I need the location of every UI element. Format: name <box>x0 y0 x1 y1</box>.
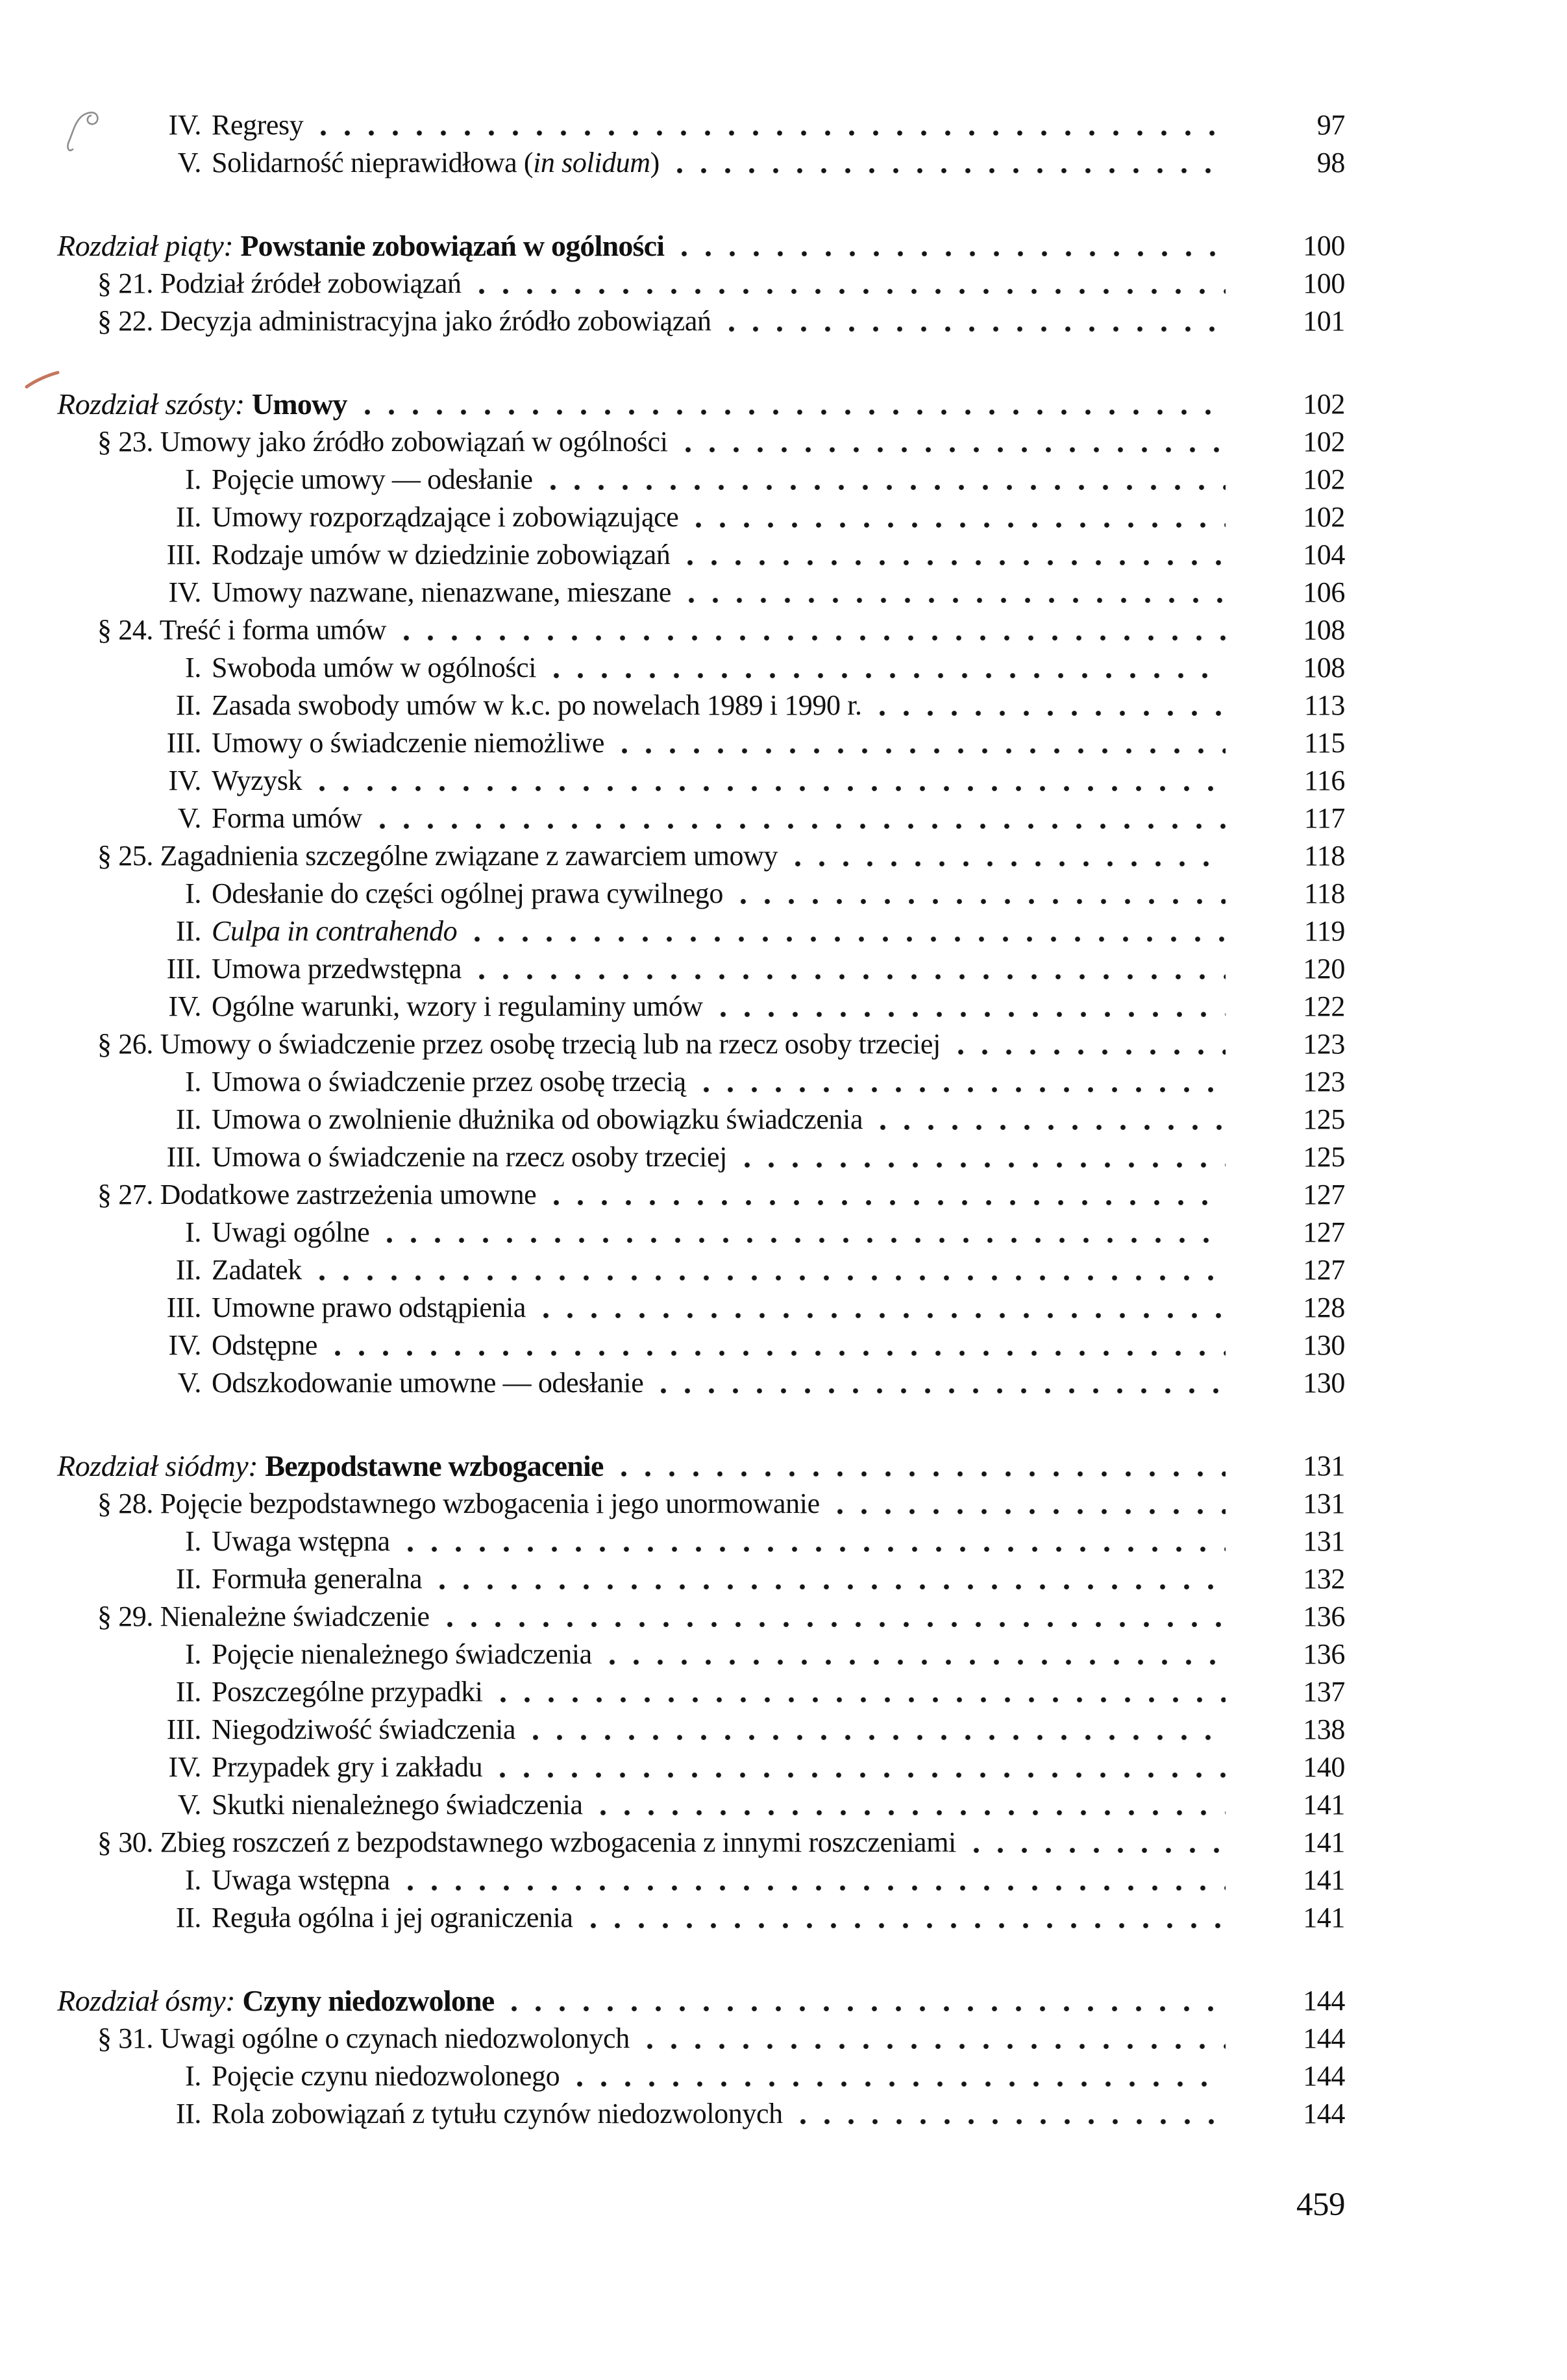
entry-label: Umowa o świadczenie na rzecz osoby trzeciej <box>212 1141 727 1173</box>
page-number: 127 <box>1303 1254 1345 1286</box>
entry-numeral: II. <box>175 1902 201 1933</box>
toc-row <box>0 649 1345 687</box>
dot-leader <box>600 1786 1226 1824</box>
entry-label: Umowa przedwstępna <box>212 953 462 985</box>
toc-row <box>0 762 1345 800</box>
page-number: 101 <box>1303 305 1345 337</box>
dot-leader <box>319 1251 1226 1289</box>
footer-page-number: 459 <box>1296 2187 1345 2223</box>
dot-leader <box>590 1899 1226 1937</box>
entry-label: Regresy <box>212 109 304 141</box>
dot-leader <box>553 1176 1226 1214</box>
entry-numeral: I. <box>185 463 201 495</box>
page-number: 117 <box>1303 802 1345 834</box>
page-number: 141 <box>1303 1864 1345 1896</box>
page-number: 120 <box>1303 953 1345 985</box>
chapter-number-label: Rozdział siódmy: <box>57 1449 265 1482</box>
entry-numeral: II. <box>175 1254 201 1286</box>
entry-label: § 26. Umowy o świadczenie przez osobę trzecią lub na rzecz osoby trzeciej <box>97 1028 941 1060</box>
toc-row <box>0 1636 1345 1673</box>
toc-row <box>0 536 1345 574</box>
toc-row <box>0 1485 1345 1523</box>
page-number: 127 <box>1303 1216 1345 1248</box>
dot-leader <box>478 265 1226 302</box>
page-number: 123 <box>1303 1028 1345 1060</box>
page-number: 102 <box>1303 426 1345 458</box>
entry-numeral: I. <box>185 1638 201 1670</box>
entry-numeral: IV. <box>168 576 201 608</box>
entry-numeral: IV. <box>168 765 201 796</box>
dot-leader <box>728 302 1226 340</box>
toc-row <box>0 1982 1345 2020</box>
entry-label: § 22. Decyzja administracyjna jako źródło zobowiązań <box>97 305 711 337</box>
entry-label: Uwaga wstępna <box>212 1525 390 1557</box>
toc-row <box>0 1523 1345 1560</box>
dot-leader <box>403 611 1226 649</box>
dot-leader <box>744 1138 1226 1176</box>
page-number: 138 <box>1303 1713 1345 1745</box>
entry-numeral: V. <box>177 147 201 178</box>
toc-row <box>0 1138 1345 1176</box>
entry-label: Pojęcie czynu niedozwolonego <box>212 2060 560 2092</box>
entry-numeral: II. <box>175 689 201 721</box>
entry-label: Pojęcie nienależnego świadczenia <box>212 1638 592 1670</box>
dot-leader <box>609 1636 1226 1673</box>
dot-leader <box>407 1523 1226 1560</box>
entry-label: Niegodziwość świadczenia <box>212 1713 516 1745</box>
toc-row <box>0 1447 1345 1485</box>
entry-numeral: III. <box>166 1141 201 1173</box>
entry-label: Swoboda umów w ogólności <box>212 652 537 683</box>
toc-row <box>0 265 1345 302</box>
dot-leader <box>703 1063 1226 1101</box>
toc-row <box>0 1101 1345 1138</box>
dot-leader <box>379 800 1226 837</box>
toc-row <box>0 1364 1345 1402</box>
toc-row <box>0 611 1345 649</box>
chapter-number-label: Rozdział piąty: <box>57 229 241 262</box>
entry-label: § 30. Zbieg roszczeń z bezpodstawnego wzbogacenia z innymi roszczeniami <box>97 1826 956 1858</box>
page-number: 131 <box>1303 1525 1345 1557</box>
dot-leader <box>320 106 1226 144</box>
chapter-title: Czyny niedozwolone <box>242 1984 495 2017</box>
page-number: 108 <box>1303 614 1345 646</box>
entry-label: § 25. Zagadnienia szczególne związane z zawarciem umowy <box>97 840 778 872</box>
page-number: 127 <box>1303 1179 1345 1210</box>
entry-numeral: V. <box>177 1789 201 1821</box>
page-number: 100 <box>1303 230 1345 262</box>
toc-row <box>0 1251 1345 1289</box>
page-number: 130 <box>1303 1329 1345 1361</box>
toc-row <box>0 687 1345 724</box>
dot-leader <box>687 536 1226 574</box>
dot-leader <box>695 498 1226 536</box>
entry-numeral: III. <box>166 1713 201 1745</box>
dot-leader <box>880 1101 1226 1138</box>
toc-row <box>0 1899 1345 1937</box>
toc-row <box>0 800 1345 837</box>
entry-label: Uwagi ogólne <box>212 1216 370 1248</box>
entry-label: § 21. Podział źródeł zobowiązań <box>97 267 462 299</box>
dot-leader <box>688 574 1226 611</box>
toc-row <box>0 1824 1345 1861</box>
entry-label: Umowne prawo odstąpienia <box>212 1292 526 1323</box>
entry-numeral: II. <box>175 1676 201 1708</box>
entry-label: § 28. Pojęcie bezpodstawnego wzbogacenia i jego unormowanie <box>97 1488 820 1519</box>
entry-label: Odstępne <box>212 1329 317 1361</box>
toc-row <box>0 302 1345 340</box>
page-number: 125 <box>1303 1103 1345 1135</box>
entry-numeral: IV. <box>168 1751 201 1783</box>
entry-numeral: V. <box>177 802 201 834</box>
toc-row <box>0 1673 1345 1711</box>
toc-row <box>0 1598 1345 1636</box>
chapter-title: Bezpodstawne wzbogacenie <box>265 1449 604 1482</box>
chapter-heading <box>57 386 347 423</box>
entry-label: Reguła ogólna i jej ograniczenia <box>212 1902 573 1933</box>
toc-row <box>0 1289 1345 1327</box>
dot-leader <box>957 1025 1226 1063</box>
footer <box>0 2186 1345 2224</box>
page-number: 132 <box>1303 1563 1345 1595</box>
dot-leader <box>879 687 1226 724</box>
table-of-contents <box>0 106 1345 2133</box>
dot-leader <box>478 950 1226 988</box>
entry-label: § 29. Nienależne świadczenie <box>97 1601 430 1632</box>
page-number: 98 <box>1316 147 1345 178</box>
chapter-heading <box>57 1982 494 2020</box>
page-number: 106 <box>1303 576 1345 608</box>
dot-leader <box>550 461 1226 498</box>
entry-label: Umowy o świadczenie niemożliwe <box>212 727 605 759</box>
toc-row <box>0 1025 1345 1063</box>
page-number: 113 <box>1303 689 1345 721</box>
page-number: 115 <box>1303 727 1345 759</box>
entry-label: § 31. Uwagi ogólne o czynach niedozwolonych <box>97 2022 630 2054</box>
entry-numeral: III. <box>166 953 201 985</box>
page-number: 141 <box>1303 1826 1345 1858</box>
page-number: 104 <box>1303 539 1345 570</box>
page-number: 123 <box>1303 1066 1345 1098</box>
page-number: 125 <box>1303 1141 1345 1173</box>
entry-numeral: IV. <box>168 990 201 1022</box>
toc-row <box>0 988 1345 1025</box>
entry-numeral: I. <box>185 1525 201 1557</box>
entry-numeral: III. <box>166 539 201 570</box>
page-number: 140 <box>1303 1751 1345 1783</box>
toc-row <box>0 1861 1345 1899</box>
entry-numeral: IV. <box>168 1329 201 1361</box>
page-number: 136 <box>1303 1601 1345 1632</box>
page-number: 97 <box>1316 109 1345 141</box>
chapter-heading <box>57 227 664 265</box>
page-number: 122 <box>1303 990 1345 1022</box>
toc-row <box>0 1560 1345 1598</box>
entry-label: Solidarność nieprawidłowa (in solidum) <box>212 147 660 178</box>
page-number: 128 <box>1303 1292 1345 1323</box>
entry-label: Umowy nazwane, nienazwane, mieszane <box>212 576 672 608</box>
page-number: 136 <box>1303 1638 1345 1670</box>
toc-row <box>0 1711 1345 1748</box>
toc-row <box>0 144 1345 182</box>
dot-leader <box>795 837 1226 875</box>
chapter-title: Umowy <box>251 387 347 421</box>
chapter-title: Powstanie zobowiązań w ogólności <box>240 229 665 262</box>
page-number: 131 <box>1303 1450 1345 1482</box>
toc-row <box>0 1327 1345 1364</box>
page-number: 144 <box>1303 1985 1345 2017</box>
entry-label: Uwaga wstępna <box>212 1864 390 1896</box>
page-number: 100 <box>1303 267 1345 299</box>
toc-row <box>0 574 1345 611</box>
entry-label: Pojęcie umowy — odesłanie <box>212 463 533 495</box>
entry-label: Wyzysk <box>212 765 302 796</box>
dot-leader <box>553 649 1226 687</box>
dot-leader <box>319 762 1226 800</box>
dot-leader <box>364 386 1226 423</box>
entry-label: Rola zobowiązań z tytułu czynów niedozwolonych <box>212 2098 783 2129</box>
dot-leader <box>621 724 1226 762</box>
chapter-heading <box>57 1447 604 1485</box>
entry-label: Umowy rozporządzające i zobowiązujące <box>212 501 679 533</box>
dot-leader <box>973 1824 1226 1861</box>
dot-leader <box>407 1861 1226 1899</box>
entry-numeral: II. <box>175 915 201 947</box>
entry-label: Forma umów <box>212 802 362 834</box>
page-number: 131 <box>1303 1488 1345 1519</box>
dot-leader <box>499 1748 1226 1786</box>
entry-numeral: I. <box>185 1216 201 1248</box>
entry-label: Skutki nienależnego świadczenia <box>212 1789 583 1821</box>
entry-label: Formuła generalna <box>212 1563 423 1595</box>
dot-leader <box>500 1673 1226 1711</box>
toc-row <box>0 913 1345 950</box>
page-number: 119 <box>1303 915 1345 947</box>
entry-label: Culpa in contrahendo <box>212 915 458 947</box>
toc-row <box>0 2020 1345 2057</box>
toc-row <box>0 1214 1345 1251</box>
dot-leader <box>511 1982 1226 2020</box>
page-number: 102 <box>1303 501 1345 533</box>
page-number: 118 <box>1303 877 1345 909</box>
entry-label: Odszkodowanie umowne — odesłanie <box>212 1367 644 1399</box>
entry-label: § 27. Dodatkowe zastrzeżenia umowne <box>97 1179 537 1210</box>
page-number: 144 <box>1303 2098 1345 2129</box>
toc-row <box>0 423 1345 461</box>
entry-label: § 24. Treść i forma umów <box>97 614 387 646</box>
toc-row <box>0 461 1345 498</box>
dot-leader <box>647 2020 1226 2057</box>
entry-numeral: II. <box>175 1563 201 1595</box>
entry-label: Zadatek <box>212 1254 302 1286</box>
entry-numeral: I. <box>185 1864 201 1896</box>
page-number: 137 <box>1303 1676 1345 1708</box>
toc-row <box>0 386 1345 423</box>
entry-numeral: I. <box>185 1066 201 1098</box>
dot-leader <box>720 988 1226 1025</box>
toc-row <box>0 950 1345 988</box>
entry-label: Przypadek gry i zakładu <box>212 1751 483 1783</box>
toc-row <box>0 227 1345 265</box>
entry-label: Umowa o świadczenie przez osobę trzecią <box>212 1066 686 1098</box>
entry-numeral: II. <box>175 2098 201 2129</box>
toc-row <box>0 1176 1345 1214</box>
toc-row <box>0 1063 1345 1101</box>
toc-row <box>0 2057 1345 2095</box>
entry-label: § 23. Umowy jako źródło zobowiązań w ogólności <box>97 426 668 458</box>
dot-leader <box>334 1327 1226 1364</box>
entry-label: Rodzaje umów w dziedzinie zobowiązań <box>212 539 671 570</box>
dot-leader <box>543 1289 1226 1327</box>
entry-numeral: III. <box>166 1292 201 1323</box>
dot-leader <box>660 1364 1226 1402</box>
entry-label: Ogólne warunki, wzory i regulaminy umów <box>212 990 703 1022</box>
page-number: 118 <box>1303 840 1345 872</box>
entry-label: Poszczególne przypadki <box>212 1676 483 1708</box>
chapter-number-label: Rozdział szósty: <box>57 387 252 421</box>
entry-numeral: II. <box>175 1103 201 1135</box>
dot-leader <box>439 1560 1226 1598</box>
dot-leader <box>837 1485 1226 1523</box>
dot-leader <box>681 227 1226 265</box>
dot-leader <box>576 2057 1226 2095</box>
dot-leader <box>474 913 1226 950</box>
page-number: 102 <box>1303 463 1345 495</box>
chapter-number-label: Rozdział ósmy: <box>57 1984 243 2017</box>
page-number: 141 <box>1303 1902 1345 1933</box>
toc-row <box>0 875 1345 913</box>
dot-leader <box>685 423 1226 461</box>
toc-row <box>0 498 1345 536</box>
entry-numeral: II. <box>175 501 201 533</box>
page-number: 144 <box>1303 2060 1345 2092</box>
entry-numeral: V. <box>177 1367 201 1399</box>
page-number: 108 <box>1303 652 1345 683</box>
page-number: 141 <box>1303 1789 1345 1821</box>
toc-row <box>0 1786 1345 1824</box>
dot-leader <box>800 2095 1226 2133</box>
entry-numeral: I. <box>185 652 201 683</box>
toc-row <box>0 724 1345 762</box>
entry-numeral: I. <box>185 2060 201 2092</box>
toc-row <box>0 837 1345 875</box>
page-number: 144 <box>1303 2022 1345 2054</box>
dot-leader <box>621 1447 1226 1485</box>
entry-numeral: I. <box>185 877 201 909</box>
dot-leader <box>386 1214 1226 1251</box>
toc-row <box>0 106 1345 144</box>
toc-row <box>0 1748 1345 1786</box>
entry-label: Zasada swobody umów w k.c. po nowelach 1989 i 1990 r. <box>212 689 862 721</box>
dot-leader <box>447 1598 1226 1636</box>
page-number: 102 <box>1303 388 1345 420</box>
dot-leader <box>532 1711 1226 1748</box>
dot-leader <box>676 144 1226 182</box>
page-number: 116 <box>1303 765 1345 796</box>
toc-row <box>0 2095 1345 2133</box>
entry-label: Odesłanie do części ogólnej prawa cywilnego <box>212 877 723 909</box>
page-number: 130 <box>1303 1367 1345 1399</box>
dot-leader <box>740 875 1226 913</box>
entry-label: Umowa o zwolnienie dłużnika od obowiązku świadczenia <box>212 1103 863 1135</box>
entry-numeral: III. <box>166 727 201 759</box>
entry-numeral: IV. <box>168 109 201 141</box>
